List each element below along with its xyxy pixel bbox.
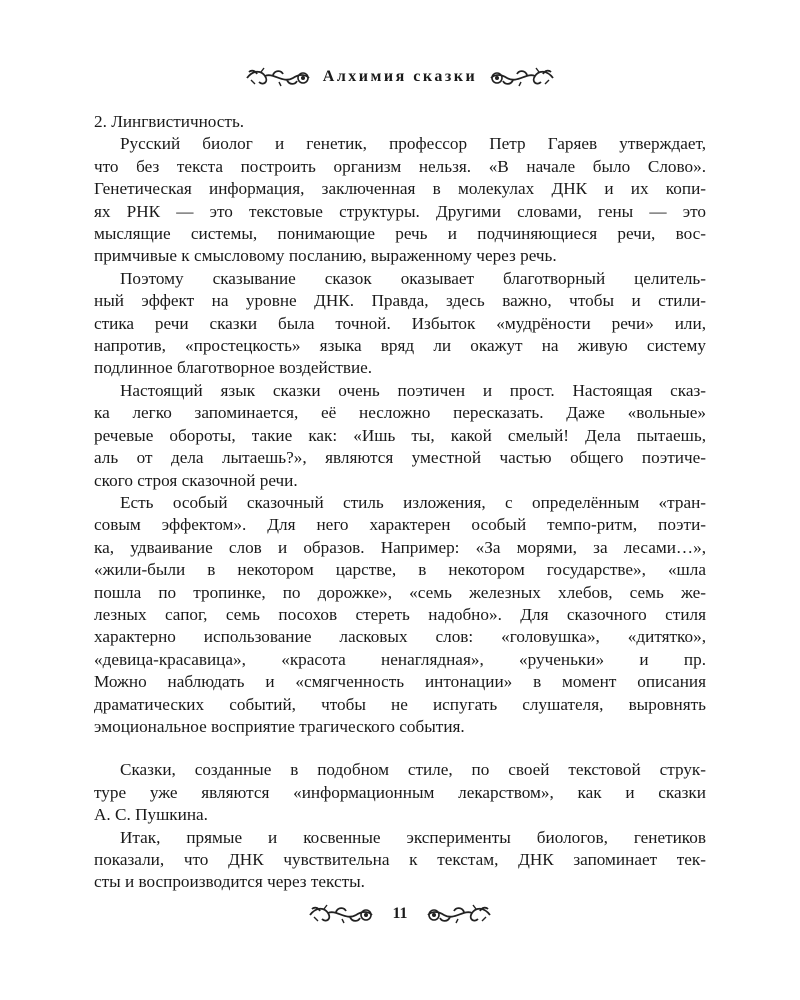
text-line: мыслящие системы, понимающие речь и подчиняющиеся речи, вос- bbox=[94, 224, 706, 244]
text-line: стика речи сказки была точной. Избыток «мудрёности речи» или, bbox=[94, 313, 706, 333]
text-line: ка легко запоминается, её несложно пересказать. Даже «вольные» bbox=[94, 403, 706, 423]
text-line: сты и воспроизводится через тексты. bbox=[94, 872, 365, 892]
ornament-right-icon bbox=[424, 903, 494, 925]
text-line: Генетическая информация, заключенная в молекулах ДНК и их копи- bbox=[94, 179, 706, 199]
text-line: напротив, «простецкость» языка вряд ли окажут на живую систему bbox=[94, 336, 706, 356]
ornament-left-icon bbox=[243, 66, 313, 88]
text-line: А. С. Пушкина. bbox=[94, 805, 208, 825]
text-line: показали, что ДНК чувствительна к текстам, ДНК запоминает тек- bbox=[94, 850, 706, 869]
paragraph bbox=[94, 268, 706, 380]
text-line: лезных сапог, семь посохов стереть надобно». Для сказочного стиля bbox=[94, 604, 706, 624]
page-number: 11 bbox=[392, 905, 408, 922]
text-line: 2. Лингвистичность. bbox=[94, 112, 245, 131]
text-line: речевые обороты, такие как: «Ишь ты, какой смелый! Дела пытаешь, bbox=[94, 425, 706, 445]
paragraph bbox=[94, 492, 706, 738]
text-line: Настоящий язык сказки очень поэтичен и прост. Настоящая сказ- bbox=[120, 380, 706, 400]
paragraph bbox=[94, 380, 706, 492]
running-title: Алхимия сказки bbox=[322, 68, 478, 85]
ornament-right-icon bbox=[487, 66, 557, 88]
text-line: ка, удваивание слов и образов. Например: «За морями, за лесами…», bbox=[94, 537, 706, 557]
text-line: подлинное благотворное воздействие. bbox=[94, 358, 373, 378]
running-header bbox=[0, 66, 800, 88]
text-line: Русский биолог и генетик, профессор Петр Гаряев утверждает, bbox=[120, 134, 706, 154]
text-line: ского строя сказочной речи. bbox=[94, 470, 298, 490]
page-body bbox=[94, 111, 706, 894]
text-line: аль от дела лытаешь?», являются уместной частью общего поэтиче- bbox=[94, 448, 706, 468]
text-line: ный эффект на уровне ДНК. Правда, здесь важно, чтобы и стили- bbox=[94, 291, 706, 311]
paragraph bbox=[94, 759, 706, 826]
text-line: Поэтому сказывание сказок оказывает благотворный целитель- bbox=[120, 268, 706, 288]
text-line: эмоциональное восприятие трагического события. bbox=[94, 716, 465, 736]
text-line: Сказки, созданные в подобном стиле, по своей текстовой струк- bbox=[120, 760, 706, 780]
text-line: примчивые к смысловому посланию, выраженному через речь. bbox=[94, 246, 557, 266]
page-footer bbox=[0, 903, 800, 925]
text-line: драматических событий, чтобы не испугать слушателя, выровнять bbox=[94, 694, 706, 714]
paragraph bbox=[94, 827, 706, 894]
paragraph bbox=[94, 133, 706, 267]
paragraph-gap bbox=[94, 738, 706, 759]
text-line: совым эффектом». Для него характерен особый темпо-ритм, поэти- bbox=[94, 515, 706, 535]
paragraph bbox=[94, 111, 706, 133]
text-line: туре уже являются «информационным лекарством», как и сказки bbox=[94, 782, 706, 802]
ornament-left-icon bbox=[306, 903, 376, 925]
text-line: характерно использование ласковых слов: «головушка», «дитятко», bbox=[94, 627, 706, 647]
text-line: пошла по тропинке, по дорожке», «семь железных хлебов, семь же- bbox=[94, 582, 706, 602]
text-line: Итак, прямые и косвенные эксперименты биологов, генетиков bbox=[120, 827, 706, 847]
text-line: «девица-красавица», «красота ненаглядная», «рученьки» и пр. bbox=[94, 649, 706, 669]
text-line: ях РНК — это текстовые структуры. Другими словами, гены — это bbox=[94, 201, 706, 221]
text-line: что без текста построить организм нельзя. «В начале было Слово». bbox=[94, 156, 706, 176]
text-line: Есть особый сказочный стиль изложения, с определённым «тран- bbox=[120, 492, 706, 512]
text-line: Можно наблюдать и «смягченность интонации» в момент описания bbox=[94, 672, 706, 692]
text-line: «жили-были в некотором царстве, в некотором государстве», «шла bbox=[94, 560, 706, 580]
